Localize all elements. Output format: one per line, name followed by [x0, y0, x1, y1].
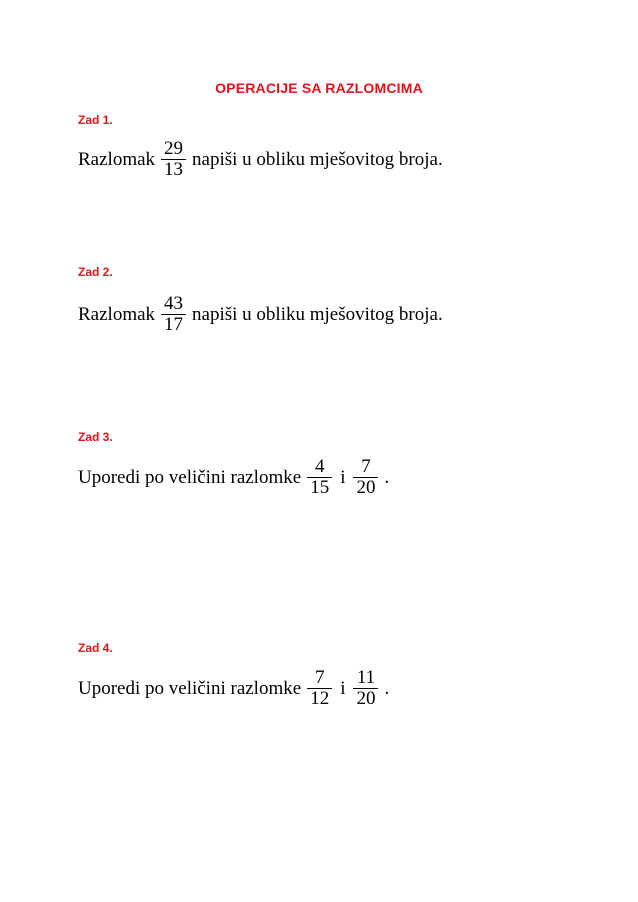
- fraction-numerator: 7: [314, 667, 325, 688]
- fraction-numerator: 43: [164, 293, 184, 314]
- fraction-numerator: 7: [361, 456, 371, 477]
- fraction-numerator: 4: [314, 456, 325, 477]
- fraction-denominator: 13: [164, 159, 184, 180]
- task-3-period: .: [384, 466, 390, 488]
- task-2-text-before: Razlomak: [78, 303, 156, 325]
- fraction-numerator: 11: [356, 667, 376, 688]
- task-1-text-before: Razlomak: [78, 148, 156, 170]
- fraction-denominator: 15: [310, 477, 330, 498]
- task-3-fraction-b: [353, 457, 378, 498]
- task-2-fraction: [161, 294, 186, 335]
- task-2-text: [78, 294, 443, 335]
- task-1-text-after: napiši u obliku mješovitog broja.: [192, 148, 443, 170]
- page-title: OPERACIJE SA RAZLOMCIMA: [215, 80, 423, 96]
- fraction-numerator: 29: [164, 138, 184, 159]
- task-4-conjunction: i: [340, 677, 346, 699]
- fraction-denominator: 17: [164, 314, 184, 335]
- task-4-fraction-b: [353, 668, 378, 709]
- task-3-fraction-a: [307, 457, 332, 498]
- fraction-denominator: 20: [356, 688, 376, 709]
- task-2-label: Zad 2.: [78, 265, 113, 279]
- task-1-text: [78, 139, 443, 180]
- task-1-label: Zad 1.: [78, 113, 113, 127]
- task-4-text: [78, 668, 389, 709]
- task-1-fraction: [161, 139, 186, 180]
- task-3-conjunction: i: [340, 466, 346, 488]
- task-3-text-before: Uporedi po veličini razlomke: [78, 466, 302, 488]
- task-4-period: .: [384, 677, 390, 699]
- fraction-denominator: 20: [356, 477, 376, 498]
- task-3-text: [78, 457, 389, 498]
- task-3-label: Zad 3.: [78, 430, 113, 444]
- task-4-fraction-a: [307, 668, 332, 709]
- task-2-text-after: napiši u obliku mješovitog broja.: [192, 303, 443, 325]
- fraction-denominator: 12: [310, 688, 330, 709]
- task-4-label: Zad 4.: [78, 641, 113, 655]
- task-4-text-before: Uporedi po veličini razlomke: [78, 677, 302, 699]
